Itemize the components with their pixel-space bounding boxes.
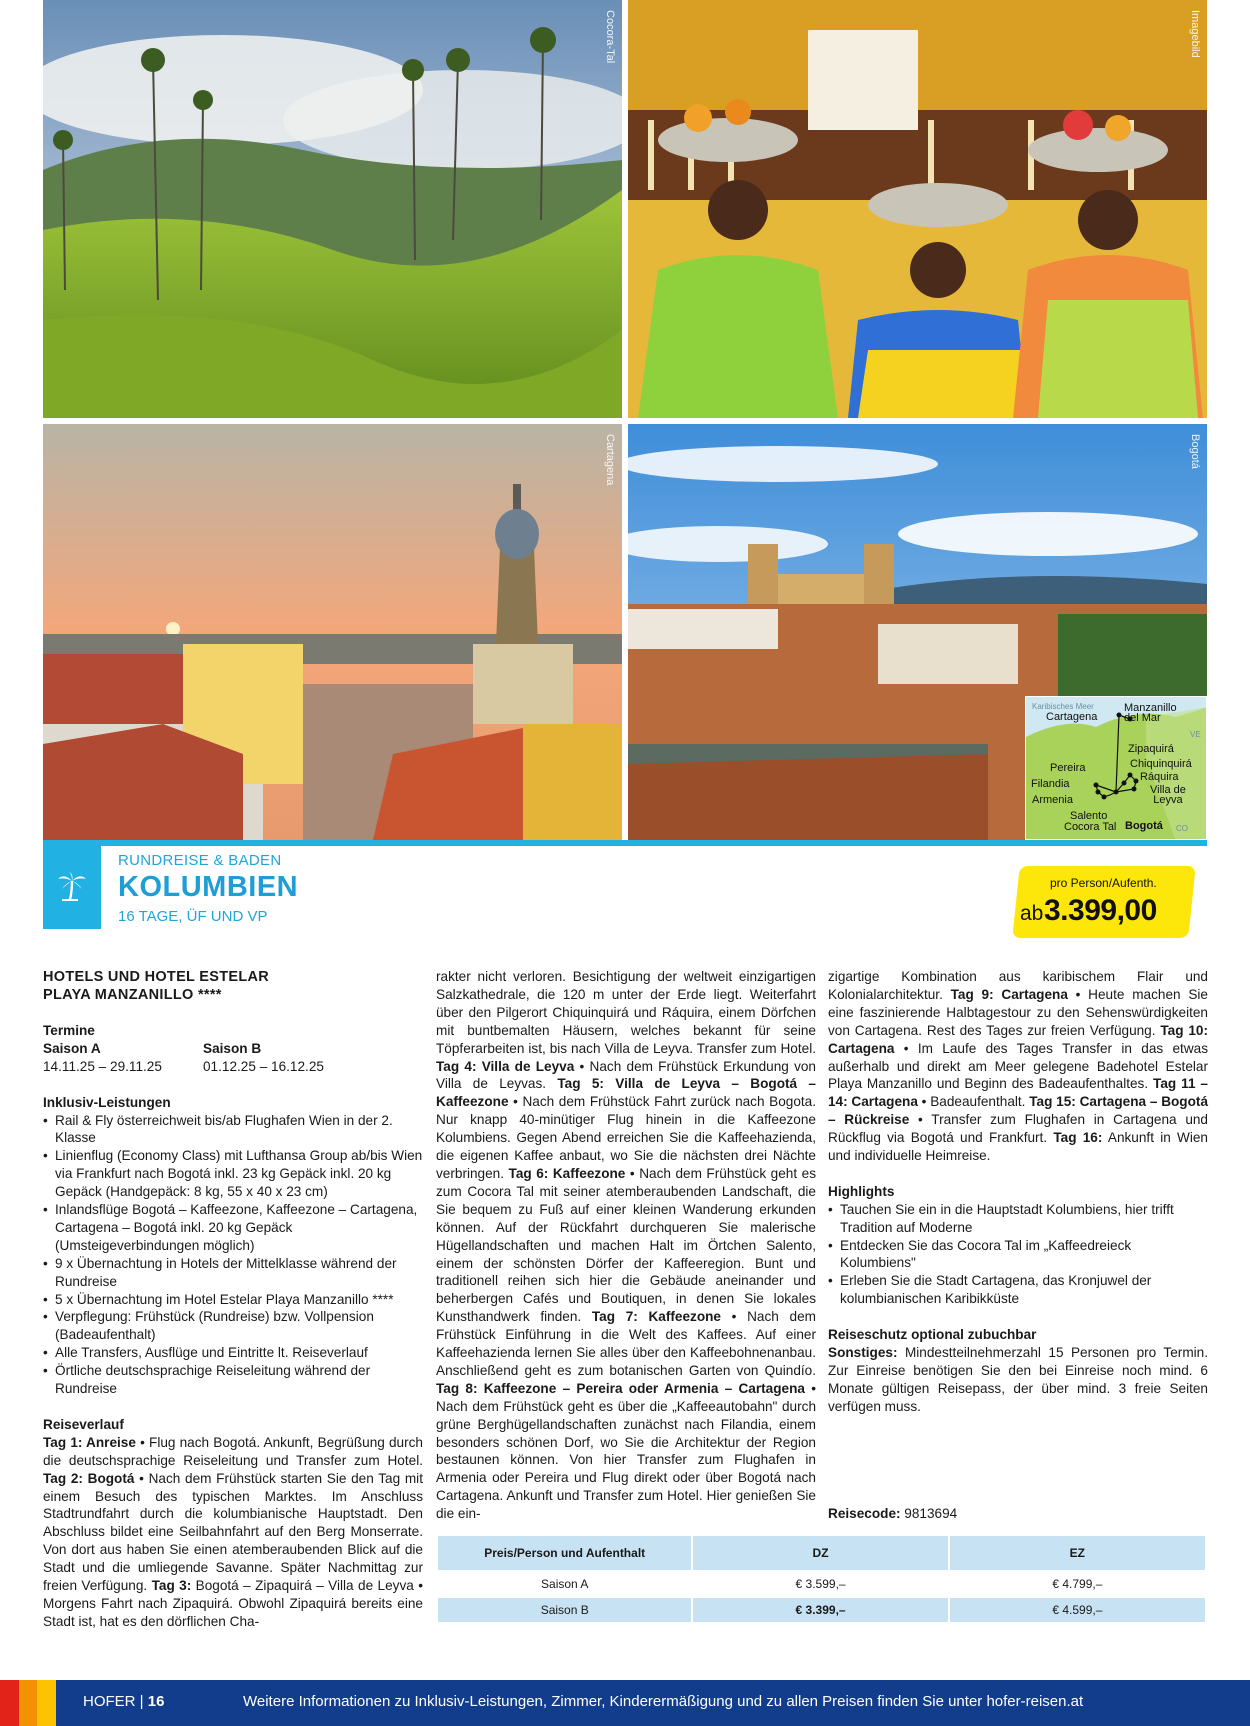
title-block [118,852,298,925]
table-cell: Saison A [437,1571,692,1597]
map-label-filandia: Filandia [1031,778,1070,790]
table-header: DZ [692,1535,948,1571]
map-label-ve: VE [1190,730,1201,739]
palm-tree-icon [58,871,86,905]
season-dates [43,1040,423,1076]
map-label-villa: Villa de Leyva [1150,784,1186,806]
list-item: • 9 x Übernachtung in Hotels der Mittelklasse während der Rundreise [43,1255,423,1291]
map-label-raquira: Ráquira [1140,771,1179,783]
inklusiv-list [43,1112,423,1399]
column-2 [436,968,816,1523]
map-label-manzanillo: Manzanillo del Mar [1124,702,1177,724]
price-per-label: pro Person/Aufenth. [1050,876,1157,890]
map-label-co: CO [1176,824,1188,833]
table-header: EZ [949,1535,1206,1571]
trip-category: RUNDREISE & BADEN [118,852,282,869]
page-footer [0,1680,1250,1726]
reiseschutz-heading: Reiseschutz optional zubuchbar [828,1327,1037,1343]
list-item: • Inlandsflüge Bogotá – Kaffeezone, Kaffeezone – Cartagena, Cartagena – Bogotá inkl. 20 kg Gepäck (Umsteigeverbindungen möglich) [43,1201,423,1255]
saison-b-dates: 01.12.25 – 16.12.25 [203,1058,324,1074]
list-item: • Verpflegung: Frühstück (Rundreise) bzw. Vollpension (Badeaufenthalt) [43,1308,423,1344]
map-label-chiquinquira: Chiquinquirá [1130,758,1192,770]
table-row [437,1597,1206,1623]
highlights-list [828,1201,1208,1308]
photo-caption: Bogotá [1189,434,1201,469]
termine-heading: Termine [43,1023,95,1038]
sonstiges-text: Sonstiges: Mindestteilnehmerzahl 15 Personen pro Termin. Zur Einreise benötigen Sie den bei Einreise noch mind. 6 Monate gültigen Reisepass, der über mind. 3 freie Seiten verfügen muss. [828,1345,1208,1414]
itinerary-text: Tag 1: Anreise • Flug nach Bogotá. Ankunft, Begrüßung durch die deutschsprachige Reiseleitung und Transfer zum Hotel. Tag 2: Bogotá • Nach dem Frühstück starten Sie den Tag mit einem Besuch des typischen Marktes. Im Anschluss Stadtrundfahrt durch die kolumbianische Hauptstadt. Den Abschluss bildet eine Seilbahnfahrt auf den Berg Monserrate. Von dort aus haben Sie einen atemberaubenden Blick auf die Stadt und die umliegende Savanne. Später Nachmittag zur freien Verfügung. Tag 3: Bogotá – Zipaquirá – Villa de Leyva • Morgens Fahrt nach Zipaquirá. Obwohl Zipaquirá bereits eine Stadt ist, hat es den dörflichen Cha- [43,1434,423,1629]
column-3 [828,968,1208,1523]
map-label-salento: Salento [1070,810,1108,822]
page-title: KOLUMBIEN [118,871,299,903]
price-amount: 3.399,00 [1044,894,1157,927]
footer-stripes [0,1680,56,1726]
list-item: • Örtliche deutschsprachige Reiseleitung während der Rundreise [43,1362,423,1398]
reiseverlauf-heading: Reiseverlauf [43,1416,124,1432]
divider-bar [43,840,1207,846]
itinerary-text: zigartige Kombination aus karibischem Flair und Kolonialarchitektur. Tag 9: Cartagena • Heute machen Sie eine faszinierende Halbtagestour zu den Sehenswürdigkeiten von Cartagena. Rest des Tages zur freien Verfügung. Tag 10: Cartagena • Im Laufe des Tages Transfer in das etwas außerhalb und direkt am Meer gelegene Badehotel Estelar Playa Manzanillo und Beginn des Badeaufenthaltes. Tag 11 – 14: Cartagena • Badeaufenthalt. Tag 15: Cartagena – Bogotá – Rückreise • Transfer zum Flughafen in Cartagena und Rückflug via Bogotá und Frankfurt. Tag 16: Ankunft in Wien und individuelle Heimreise. [828,969,1209,1164]
reisecode: Reisecode: 9813694 [828,1505,958,1521]
trip-duration: 16 TAGE, ÜF UND VP [118,908,268,925]
photo-caption: Cocora-Tal [604,10,616,64]
category-icon-box [43,846,101,929]
list-item: • Linienflug (Economy Class) mit Lufthansa Group ab/bis Wien via Frankfurt nach Bogotá inkl. 23 kg Gepäck inkl. 20 kg Gepäck (Handgepäck: 8 kg, 55 x 40 x 23 cm) [43,1147,423,1201]
table-cell: € 3.599,– [692,1571,948,1597]
highlights-heading: Highlights [828,1183,895,1199]
map-label-zipaquira: Zipaquirá [1128,743,1174,755]
map-label-bogota: Bogotá [1125,820,1163,832]
itinerary-text: rakter nicht verloren. Besichtigung der weltweit einzigartigen Salzkathedrale, die 120 m unter der Erde liegt. Weiterfahrt über den Pilgerort Chiquinquirá und Ráquira, einem Dörfchen mit buntbemalten Häusern, welches bekannt für seine Töpferarbeiten ist, bis nach Villa de Leyva. Transfer zum Hotel. Tag 4: Villa de Leyva • Nach dem Frühstück Erkundung von Villa de Leyvas. Tag 5: Villa de Leyva – Bogotá – Kaffeezone • Nach dem Frühstück Fahrt zurück nach Bogota. Nur knapp 40-minütiger Flug hinein in die Kaffeezone Kolumbiens. Gegen Abend erreichen Sie die Kaffeehazienda, die eigenen Kaffee anbaut, wo Sie die nächsten drei Nächte verbringen. Tag 6: Kaffeezone • Nach dem Frühstück geht es zum Cocora Tal mit seiner atemberaubenden Landschaft, die Sie bequem zu Fuß auf einer kleinen Wanderung erkunden können. Auf der Rückfahrt durchqueren Sie malerische Hügellandschaften und machen Halt im Örtchen Salento, einem der schönsten Dörfer der Kaffeeregion. Bunt und traditionell reihen sich hier die Gebäude aneinander und beherbergen Cafés und Boutiquen, in denen Sie lokales Kunsthandwerk finden. Tag 7: Kaffeezone • Nach dem Frühstück Einführung in die Welt des Kaffees. Auf einer Kaffeehazienda lernen Sie alles über den Kaffeebohnenanbau. Anschließend geht es zum botanischen Garten von Quindío. Tag 8: Kaffeezone – Pereira oder Armenia – Cartagena • Nach dem Frühstück geht es über die „Kaffeeautobahn" durch grüne Berghügellandschaften zunächst nach Filandia, einem besonders schönen Dorf, wo Sie die Architektur der Region bestaunen können. Von hier Transfer zum Flughafen in Armenia oder Pereira und Flug direkt oder über Bogotá nach Cartagena. Ankunft und Transfer zum Hotel. Hier genießen Sie die ein- [436,969,816,1522]
list-item: • Alle Transfers, Ausflüge und Eintritte lt. Reiseverlauf [43,1344,423,1362]
table-header: Preis/Person und Aufenthalt [437,1535,692,1571]
price-badge [1016,866,1192,938]
list-item: • Rail & Fly österreichweit bis/ab Flughafen Wien in der 2. Klasse [43,1112,423,1148]
map-label-cocora: Cocora Tal [1064,821,1117,833]
route-map [1025,696,1207,840]
hotel-heading: HOTELS UND HOTEL ESTELAR PLAYA MANZANILLO **** [43,969,270,1003]
photo-cocora-valley [43,0,622,418]
map-label-pereira: Pereira [1050,762,1086,774]
footer-info: Weitere Informationen zu Inklusiv-Leistungen, Zimmer, Kinderermäßigung und zu allen Preisen finden Sie unter hofer-reisen.at [243,1693,1084,1710]
table-cell: Saison B [437,1597,692,1623]
table-cell: € 3.399,– [692,1597,948,1623]
table-cell: € 4.599,– [949,1597,1206,1623]
table-cell: € 4.799,– [949,1571,1206,1597]
list-item: • Erleben Sie die Stadt Cartagena, das Kronjuwel der kolumbianischen Karibikküste [828,1272,1208,1308]
photo-palenqueras [628,0,1207,418]
photo-caption: Imagebild [1189,10,1201,58]
list-item: • Entdecken Sie das Cocora Tal im „Kaffeedreieck Kolumbiens" [828,1237,1208,1273]
photo-cartagena [43,424,622,840]
saison-b-label: Saison B [203,1040,262,1056]
photo-caption: Cartagena [604,434,616,486]
list-item: • Tauchen Sie ein in die Hauptstadt Kolumbiens, hier trifft Tradition auf Moderne [828,1201,1208,1237]
list-item: • 5 x Übernachtung im Hotel Estelar Playa Manzanillo **** [43,1291,423,1309]
footer-brand: HOFER | 16 [83,1693,165,1710]
map-label-armenia: Armenia [1032,794,1073,806]
table-row [437,1571,1206,1597]
inklusiv-heading: Inklusiv-Leistungen [43,1094,171,1110]
map-label-sea: Karibisches Meer [1032,702,1094,711]
saison-a-dates: 14.11.25 – 29.11.25 [43,1058,162,1074]
price-table [436,1534,1207,1624]
saison-a-label: Saison A [43,1040,101,1056]
map-label-cartagena: Cartagena [1046,711,1098,723]
column-1 [43,968,423,1631]
price-from-label: ab [1020,902,1044,925]
